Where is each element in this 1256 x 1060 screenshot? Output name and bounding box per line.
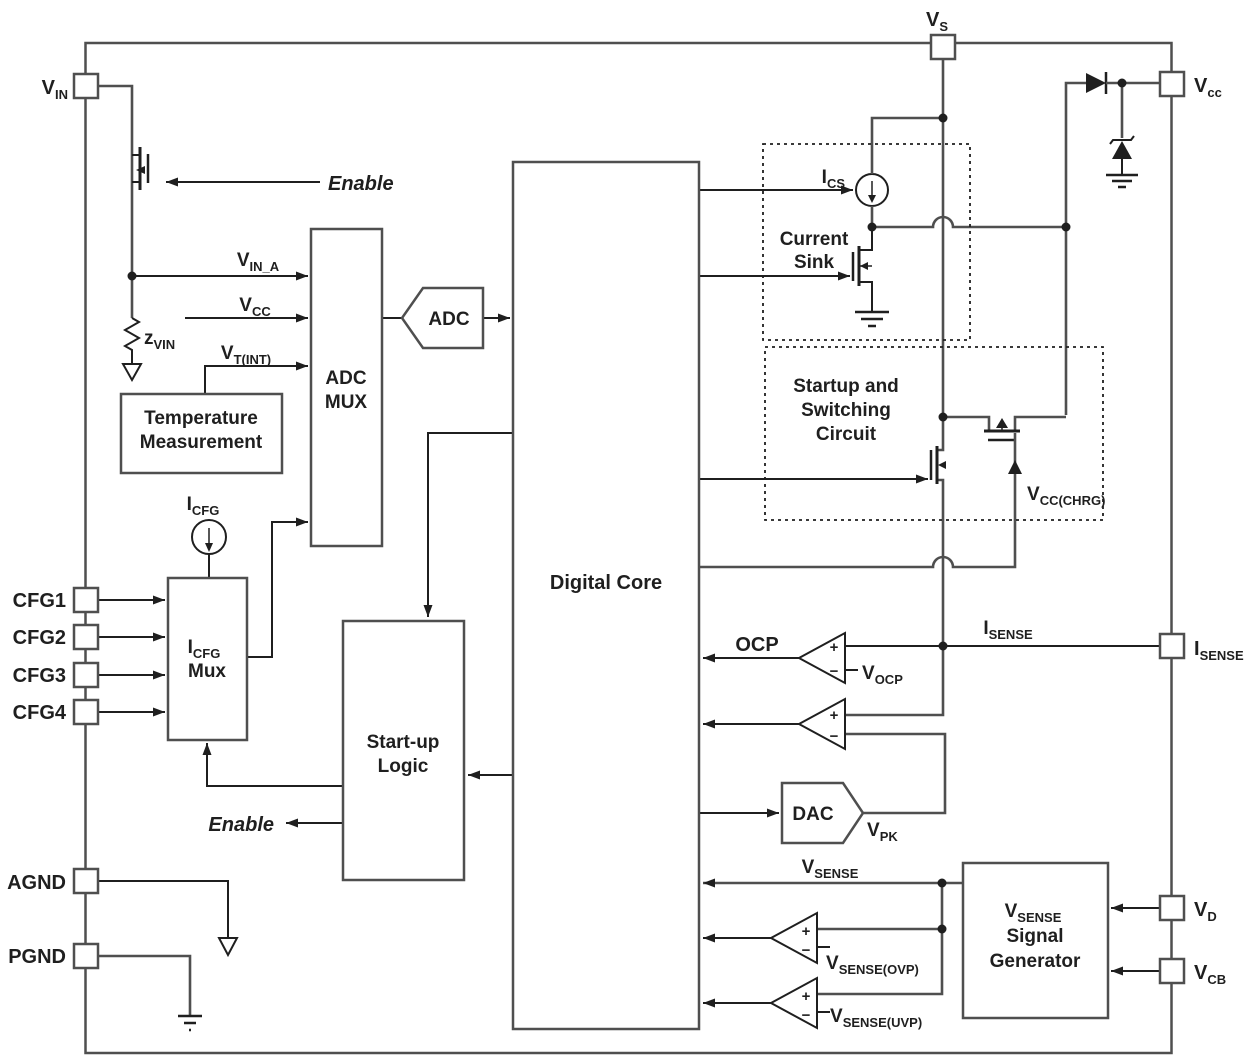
junction-dot (868, 223, 877, 232)
junction-dot (1062, 223, 1071, 232)
pin-isense-label: $I_{SENSE}$ (1194, 638, 1244, 663)
current-sink-title-1: Current (779, 229, 849, 250)
pin-vin (74, 74, 98, 98)
vpk-label: $V_{PK}$ (867, 820, 898, 844)
vin-a-label: $V_{IN\_A}$ (236, 250, 280, 274)
icfg-label: $I_{CFG}$ (186, 494, 220, 518)
ovp-plus-sign: + (801, 923, 811, 940)
pin-agnd-label: AGND (7, 872, 66, 894)
pin-vcb-label: $V_{CB}$ (1194, 962, 1227, 987)
startup-logic-title-1: Start-up (366, 732, 440, 753)
comp2-minus-sign: − (829, 728, 839, 745)
uvp-plus-sign: + (801, 988, 811, 1005)
junction-dot (938, 925, 947, 934)
ics-label: $I_{CS}$ (821, 167, 845, 191)
vsense-gen-title-3: Generator (989, 951, 1081, 972)
vsense-ovp-label: $V_{SENSE(OVP)}$ (826, 953, 919, 977)
pin-vcb (1160, 959, 1184, 983)
temperature-title-2: Measurement (139, 432, 263, 453)
pin-vs-label: $V_S$ (925, 9, 949, 34)
icfg-mux-title-1: $I_{CFG}$ (187, 637, 221, 661)
digital-core-block (513, 162, 699, 1029)
pin-cfg2-label: CFG2 (12, 627, 66, 649)
vt-int-label: $V_{T(INT)}$ (220, 343, 272, 367)
ocp-minus-sign: − (829, 663, 839, 680)
pin-cfg2 (74, 625, 98, 649)
pin-cfg4-label: CFG4 (12, 702, 66, 724)
junction-dot (1118, 79, 1127, 88)
pin-agnd (74, 869, 98, 893)
dac-title: DAC (792, 804, 834, 825)
junction-dot (939, 114, 948, 123)
comp2-plus-sign: + (829, 707, 839, 724)
startup-logic-title-2: Logic (377, 756, 429, 777)
pin-cfg1 (74, 588, 98, 612)
vsense-gen-title-2: Signal (1006, 926, 1064, 947)
adc-title: ADC (428, 309, 470, 330)
vsense-label: $V_{SENSE}$ (801, 857, 859, 881)
pin-cfg3 (74, 663, 98, 687)
junction-dot (939, 413, 948, 422)
digital-core-title: Digital Core (549, 572, 663, 594)
pin-cfg1-label: CFG1 (12, 590, 66, 612)
pin-cfg4 (74, 700, 98, 724)
current-sink-title-2: Sink (793, 252, 835, 273)
pin-vs (931, 35, 955, 59)
zvin-label: $z_{VIN}$ (144, 328, 176, 352)
pin-vd (1160, 896, 1184, 920)
icfg-mux-title-2: Mux (188, 661, 226, 682)
vcc-in-label: $V_{CC}$ (239, 295, 271, 319)
pin-vcc (1160, 72, 1184, 96)
enable-bottom-label: Enable (208, 814, 274, 836)
pin-vd-label: $V_D$ (1194, 899, 1217, 924)
junction-dot (938, 879, 947, 888)
vsense-uvp-label: $V_{SENSE(UVP)}$ (830, 1006, 923, 1030)
temperature-title-1: Temperature (144, 408, 258, 429)
startup-sw-title-3: Circuit (815, 424, 877, 445)
ovp-minus-sign: − (801, 942, 811, 959)
pin-pgnd-label: PGND (8, 946, 66, 968)
vcc-chrg-label: $V_{CC(CHRG)}$ (1027, 484, 1106, 508)
pin-vcc-label: $V_{cc}$ (1194, 75, 1222, 100)
junction-dot (128, 272, 137, 281)
adc-mux-title-1: ADC (325, 368, 367, 389)
pin-pgnd (74, 944, 98, 968)
vocp-label: $V_{OCP}$ (862, 663, 903, 687)
adc-mux-title-2: MUX (324, 392, 368, 413)
enable-top-label: Enable (328, 173, 394, 195)
startup-sw-title-2: Switching (801, 400, 891, 421)
pin-vin-label: $V_{IN}$ (41, 77, 68, 102)
vsense-gen-title-1: $V_{SENSE}$ (1004, 901, 1062, 925)
pin-cfg3-label: CFG3 (12, 665, 66, 687)
pin-isense (1160, 634, 1184, 658)
isense-wire-label: $I_{SENSE}$ (983, 618, 1033, 642)
junction-dot (939, 642, 948, 651)
ocp-plus-sign: + (829, 639, 839, 656)
uvp-minus-sign: − (801, 1007, 811, 1024)
ocp-label: OCP (735, 634, 779, 656)
startup-sw-title-1: Startup and (793, 376, 899, 397)
